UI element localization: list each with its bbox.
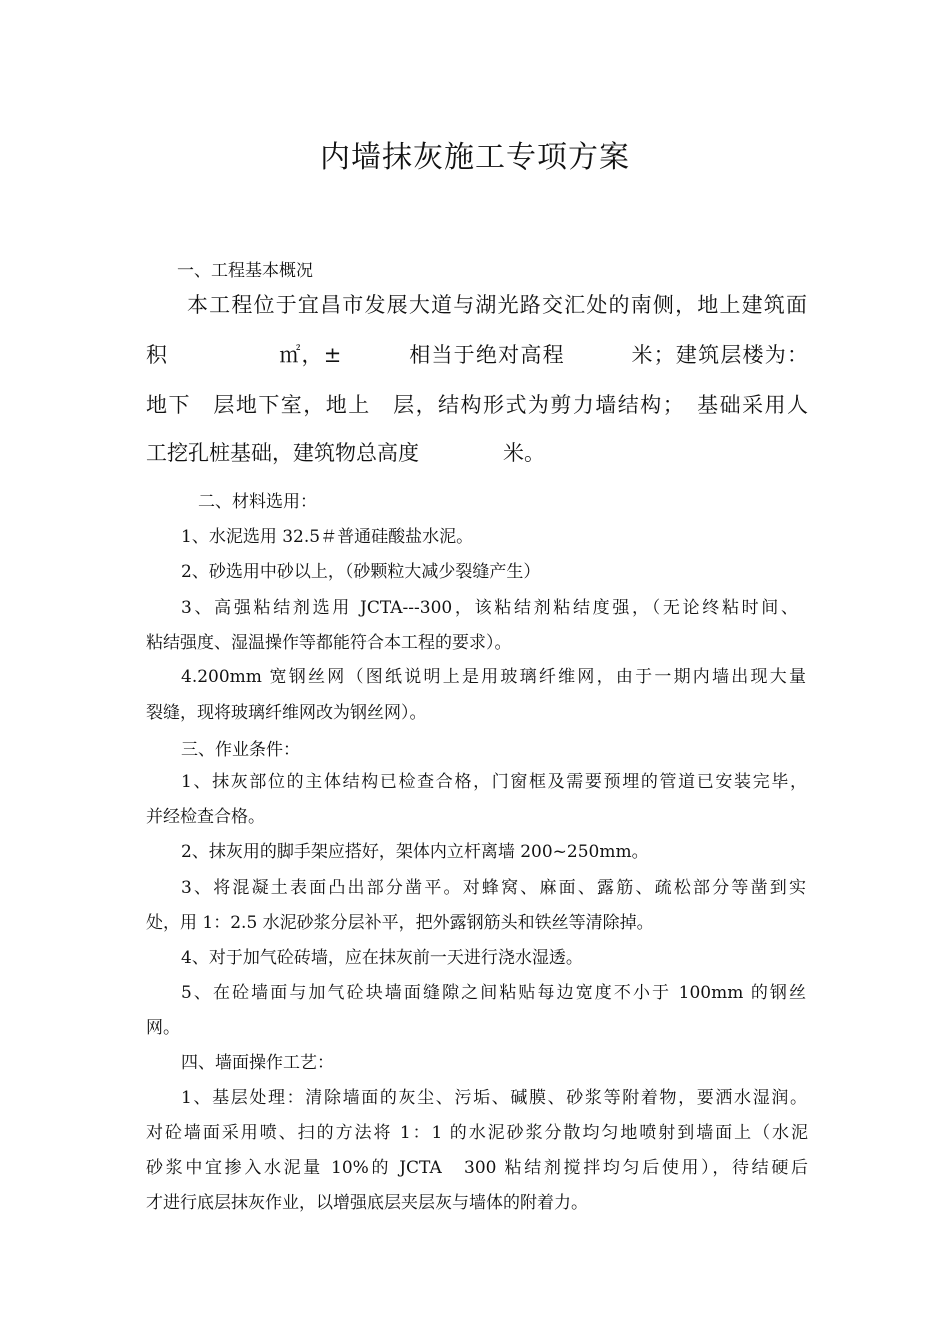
s4-line-4: 才进行底层抹灰作业，以增强底层夹层灰与墙体的附着力。: [146, 1193, 588, 1213]
s3-line-1: 1、抹灰部位的主体结构已检查合格，门窗框及需要预埋的管道已安装完毕，: [181, 772, 807, 792]
s3-line-3: 2、抹灰用的脚手架应搭好，架体内立杆离墙 200~250mm。: [181, 842, 649, 862]
s2-line-3: 3、高强粘结剂选用 JCTA---300，该粘结剂粘结度强，（无论终粘时间、: [181, 598, 798, 618]
s3-line-5: 处，用 1：2.5 水泥砂浆分层补平，把外露钢筋头和铁丝等清除掉。: [146, 913, 654, 933]
s4-line-2: 对砼墙面采用喷、扫的方法将 1：1 的水泥砂浆分散均匀地喷射到墙面上（水泥: [146, 1123, 808, 1143]
section-4-heading: 四、墙面操作工艺：: [181, 1053, 334, 1073]
document-title: 内墙抹灰施工专项方案: [320, 140, 630, 175]
s1-line-3: 地下 层地下室，地上 层，结构形式为剪力墙结构； 基础采用人: [146, 393, 808, 417]
s2-line-5: 4.200mm 宽钢丝网（图纸说明上是用玻璃纤维网，由于一期内墙出现大量: [181, 667, 806, 687]
s4-line-1: 1、基层处理：清除墙面的灰尘、污垢、碱膜、砂浆等附着物，要洒水湿润。: [181, 1088, 807, 1108]
section-2-heading: 二、材料选用：: [198, 492, 317, 512]
s2-line-2: 2、砂选用中砂以上，（砂颗粒大减少裂缝产生）: [181, 562, 541, 582]
section-3-heading: 三、作业条件：: [181, 740, 300, 760]
s3-line-8: 网。: [146, 1018, 180, 1038]
s2-line-6: 裂缝，现将玻璃纤维网改为钢丝网）。: [146, 703, 427, 723]
section-1-heading: 一、工程基本概况: [177, 261, 313, 281]
s1-line-2: 积 ㎡，± 相当于绝对高程 米；建筑层楼为：: [146, 343, 808, 367]
s3-line-6: 4、对于加气砼砖墙，应在抹灰前一天进行浇水湿透。: [181, 948, 583, 968]
s3-line-4: 3、将混凝土表面凸出部分凿平。对蜂窝、麻面、露筋、疏松部分等凿到实: [181, 878, 806, 898]
s1-line-4: 工挖孔桩基础，建筑物总高度 米。: [146, 441, 545, 465]
s2-line-1: 1、水泥选用 32.5＃普通硅酸盐水泥。: [181, 527, 474, 547]
s3-line-7: 5、在砼墙面与加气砼块墙面缝隙之间粘贴每边宽度不小于 100mm 的钢丝: [181, 983, 806, 1003]
s1-line-1: 本工程位于宜昌市发展大道与湖光路交汇处的南侧，地上建筑面: [187, 293, 807, 317]
s2-line-4: 粘结强度、湿温操作等都能符合本工程的要求）。: [146, 633, 512, 653]
s4-line-3: 砂浆中宜掺入水泥量 10%的 JCTA 300 粘结剂搅拌均匀后使用），待结硬后: [146, 1158, 808, 1178]
s3-line-2: 并经检查合格。: [146, 807, 265, 827]
